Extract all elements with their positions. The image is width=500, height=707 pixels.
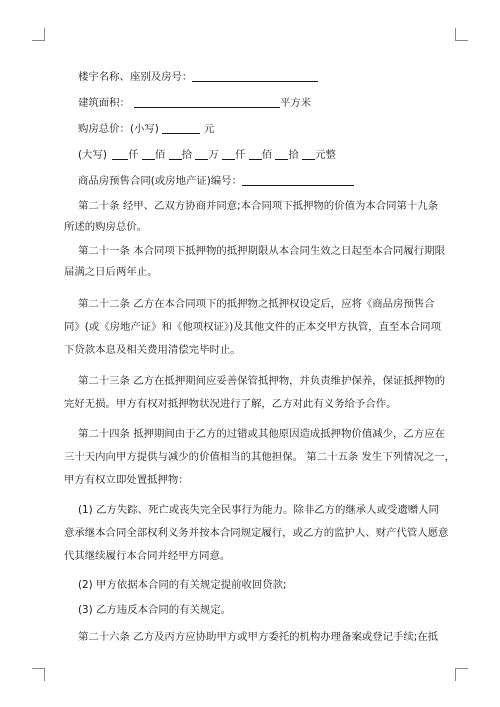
article-26-line-1: 第二十六条 乙方及丙方应协助甲方或甲方委托的机构办理备案或登记手续;在抵	[78, 631, 439, 643]
crop-mark-bottom-right	[455, 668, 468, 681]
digit-unit: 佰	[154, 149, 166, 161]
article-21-line-2: 届满之日后两年止。	[64, 266, 158, 278]
article-21-line-1: 第二十一条 本合同项下抵押物的抵押期限从本合同生效之日起至本合同履行期限	[78, 245, 445, 257]
article-24-line-1: 第二十四条 抵押期间由于乙方的过错或其他原因造成抵押物价值减少，乙方应在	[78, 428, 445, 440]
blank-underline	[169, 148, 182, 160]
digit-unit: 仟	[128, 149, 139, 161]
blank-underline	[275, 148, 288, 160]
article-20-line-1: 第二十条 经甲、乙双方协商并同意;本合同项下抵押物的价值为本合同第十九条	[78, 200, 439, 212]
field-label: (大写)	[78, 149, 107, 161]
article-22-line-1: 第二十二条 乙方在本合同项下的抵押物之抵押权设定后，应将《商品房预售合	[78, 298, 435, 310]
digit-unit: 佰	[261, 149, 273, 161]
crop-mark-top-left	[32, 28, 45, 41]
blank-underline	[195, 148, 208, 160]
field-label: 建筑面积：	[78, 97, 130, 109]
blank-underline	[112, 148, 128, 160]
field-total-price-upper	[78, 148, 428, 162]
blank-underline	[222, 148, 235, 160]
field-building-name	[78, 70, 428, 84]
digit-unit: 元整	[315, 149, 336, 161]
article-24-line-3: 甲方有权立即处置抵押物：	[64, 474, 189, 486]
blank-underline	[242, 174, 354, 186]
crop-mark-bottom-left	[32, 668, 45, 681]
blank-underline	[249, 148, 262, 160]
unit-label: 平方米	[279, 97, 312, 109]
digit-unit: 万	[208, 149, 219, 161]
blank-underline	[302, 148, 315, 160]
field-label: 购房总价：(小写)	[78, 123, 159, 135]
field-contract-number	[78, 174, 428, 188]
item-2: (2) 甲方依据本合同的有关规定提前收回贷款;	[78, 579, 287, 591]
article-23-line-1: 第二十三条 乙方在抵押期间应妥善保管抵押物，并负责维护保养，保证抵押物的	[78, 375, 445, 387]
blank-underline	[162, 122, 200, 134]
crop-mark-top-right	[455, 28, 468, 41]
article-22-line-2: 同》(或《房地产证》和《他项权证》)及其他文件的正本交甲方执管，直至本合同项	[64, 321, 441, 333]
unit-label: 元	[203, 123, 215, 135]
digit-unit: 拾	[288, 149, 299, 161]
digit-unit: 拾	[181, 149, 192, 161]
item-1-line-1: (1) 乙方失踪、死亡或丧失完全民事行为能力。除非乙方的继承人或受遗赠人同	[78, 504, 439, 516]
digit-unit: 仟	[235, 149, 246, 161]
item-1-line-2: 意承继本合同全部权利义务并按本合同规定履行，或乙方的监护人、财产代管人愿意	[64, 527, 449, 539]
blank-underline	[134, 96, 280, 108]
article-23-line-2: 完好无损。甲方有权对抵押物状况进行了解，乙方对此有义务给予合作。	[64, 398, 397, 410]
field-label: 楼宇名称、座别及房号：	[78, 71, 193, 83]
blank-underline	[192, 70, 318, 82]
item-1-line-3: 代其继续履行本合同并经甲方同意。	[64, 550, 231, 562]
item-3: (3) 乙方违反本合同的有关规定。	[78, 604, 232, 616]
article-22-line-3: 下贷款本息及相关费用清偿完毕时止。	[64, 344, 241, 356]
article-20-line-2: 所述的购房总价。	[64, 221, 148, 233]
blank-underline	[142, 148, 155, 160]
field-floor-area	[78, 96, 428, 110]
field-label: 商品房预售合同(或房地产证)编号：	[78, 175, 242, 187]
article-24-line-2: 三十天内向甲方提供与减少的价值相当的其他担保。 第二十五条 发生下列情况之一，	[64, 451, 456, 463]
field-total-price-lower	[78, 122, 428, 136]
